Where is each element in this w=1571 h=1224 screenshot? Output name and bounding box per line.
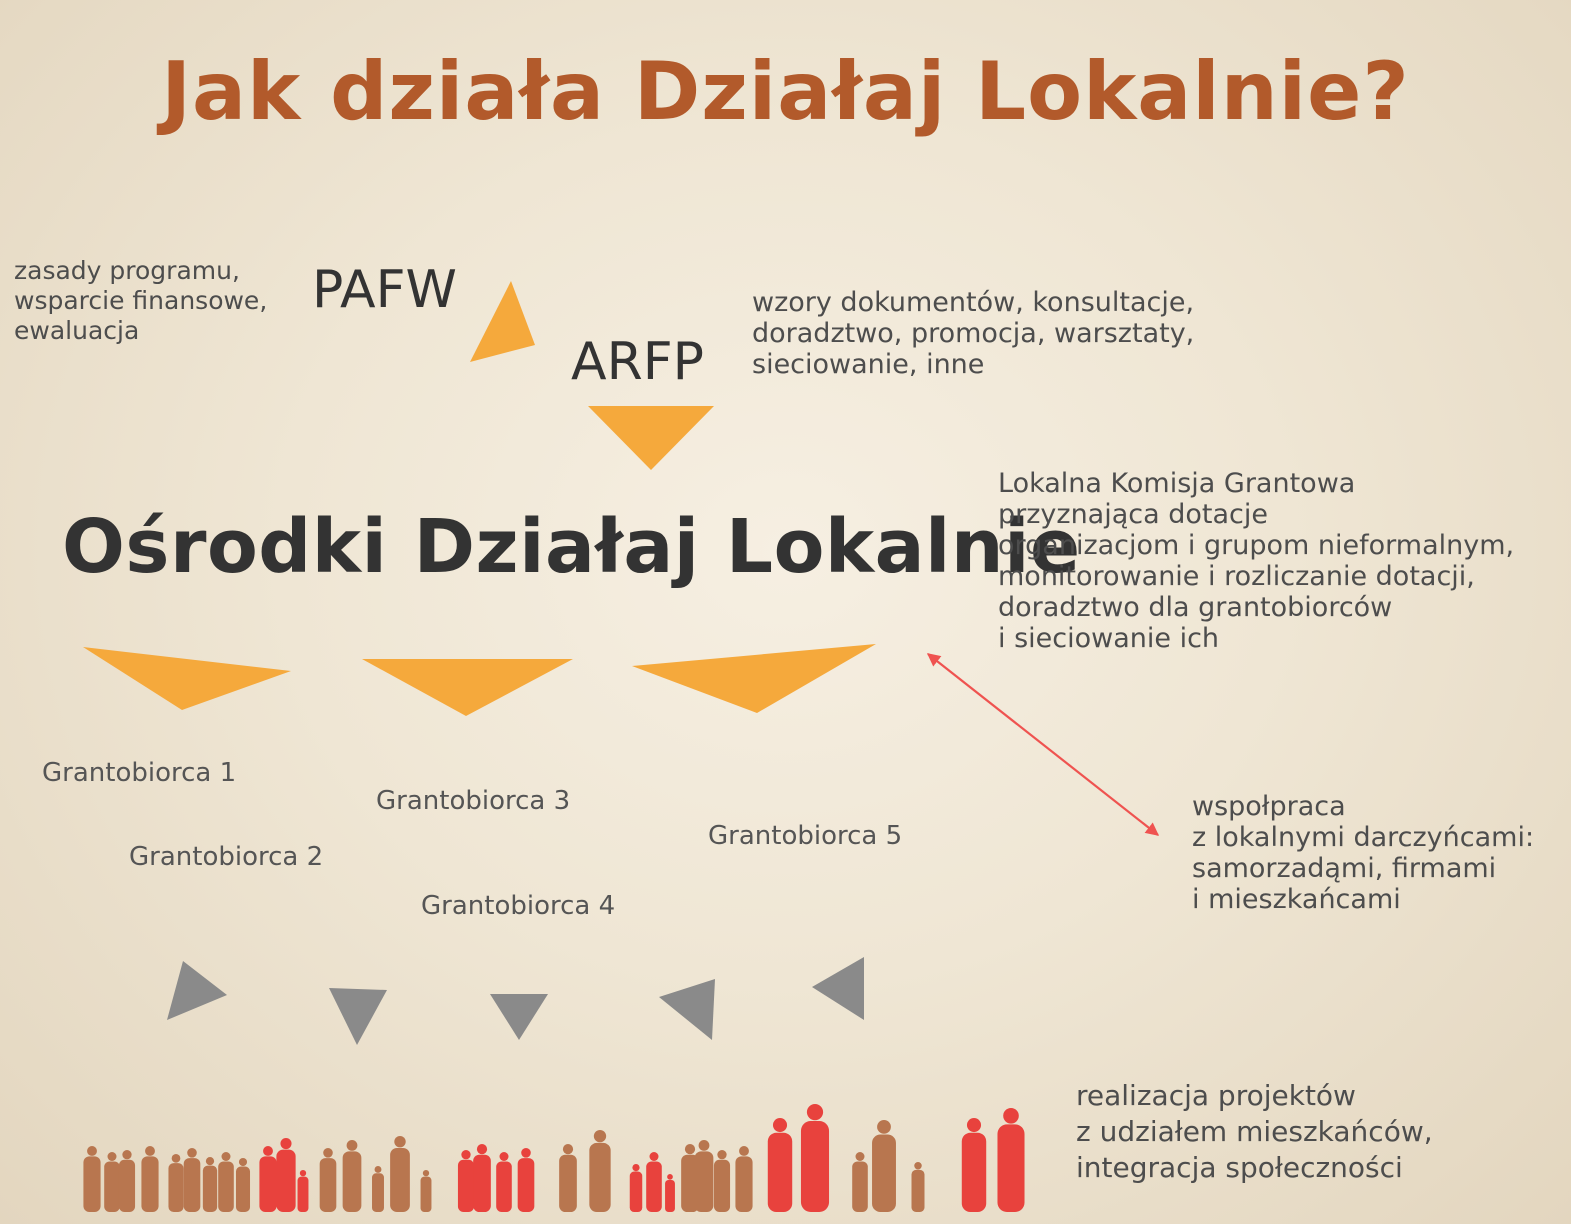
person-head	[239, 1158, 247, 1166]
pafw-description-line: wsparcie finansowe,	[14, 286, 268, 315]
grantee-4: Grantobiorca 4	[421, 891, 616, 921]
grantee-1: Grantobiorca 1	[42, 758, 237, 788]
projects-description-line: integracja społeczności	[1076, 1151, 1403, 1184]
pafw-description-line: zasady programu,	[14, 256, 240, 285]
person-head	[699, 1140, 710, 1151]
person-head	[521, 1148, 531, 1158]
person-body	[912, 1170, 925, 1212]
person-head	[667, 1174, 673, 1180]
person-body	[589, 1143, 610, 1212]
person-body	[496, 1161, 512, 1212]
osrodki-description-line: Lokalna Komisja Grantowa	[998, 468, 1356, 499]
person-body	[372, 1173, 384, 1212]
person-head	[1003, 1108, 1019, 1124]
person-head	[300, 1170, 306, 1176]
pafw-to-arfp-arrow	[470, 281, 535, 362]
person-head	[594, 1130, 606, 1142]
person-head	[280, 1138, 291, 1149]
cooperation-description-line: wspołpraca	[1192, 791, 1346, 822]
person-body	[872, 1134, 896, 1212]
person-head	[461, 1150, 470, 1159]
person-head	[423, 1170, 429, 1176]
person-body	[695, 1151, 714, 1212]
person-body	[236, 1167, 250, 1212]
person-body	[218, 1161, 234, 1212]
person-body	[735, 1156, 752, 1212]
person-body	[141, 1156, 158, 1212]
person-body	[768, 1133, 792, 1212]
person-body	[119, 1160, 135, 1212]
pafw-description	[14, 256, 267, 346]
person-head	[773, 1118, 787, 1132]
gray-arrow-1	[167, 961, 227, 1020]
person-head	[206, 1157, 214, 1165]
person-head	[263, 1146, 273, 1156]
person-body	[276, 1150, 295, 1212]
osrodki-description-line: organizacjom i grupom nieformalnym,	[998, 530, 1515, 561]
cooperation-description	[1192, 791, 1534, 915]
person-body	[801, 1121, 829, 1212]
person-head	[717, 1150, 726, 1159]
person-body	[518, 1158, 535, 1212]
osrodki-description-line: doradztwo dla grantobiorców	[998, 592, 1393, 623]
projects-description-line: z udziałem mieszkańców,	[1076, 1115, 1433, 1148]
cooperation-description-line: i mieszkańcami	[1192, 884, 1401, 915]
projects-description-line: realizacja projektów	[1076, 1079, 1356, 1112]
person-head	[375, 1166, 382, 1173]
person-head	[172, 1154, 181, 1163]
person-body	[630, 1172, 642, 1212]
osrodki-to-grantees-arrow-3	[632, 644, 876, 713]
person-head	[222, 1152, 231, 1161]
osrodki-description-line: monitorowanie i rozliczanie dotacji,	[998, 561, 1475, 592]
person-head	[650, 1152, 659, 1161]
person-head	[914, 1162, 922, 1170]
community-people-silhouettes	[83, 1104, 1024, 1212]
cooperation-double-arrow	[928, 654, 1158, 835]
page-title: Jak działa Działaj Lokalnie?	[161, 45, 1410, 138]
osrodki-description-line: i sieciowanie ich	[998, 623, 1220, 654]
projects-description	[1076, 1078, 1433, 1186]
person-body	[83, 1156, 100, 1212]
person-body	[298, 1177, 309, 1212]
cooperation-description-line: samorzadąmi, firmami	[1192, 853, 1497, 884]
person-body	[390, 1148, 410, 1212]
person-head	[563, 1144, 573, 1154]
gray-arrow-4	[659, 979, 715, 1040]
person-body	[203, 1166, 217, 1212]
pafw-node: PAFW	[312, 260, 457, 320]
person-head	[347, 1140, 358, 1151]
cooperation-description-line: z lokalnymi darczyńcami:	[1192, 822, 1535, 853]
osrodki-node: Ośrodki Działaj Lokalnie	[62, 504, 1081, 590]
grantee-2: Grantobiorca 2	[129, 842, 324, 872]
person-head	[739, 1146, 749, 1156]
arfp-description-line: doradztwo, promocja, warsztaty,	[752, 318, 1195, 349]
person-body	[962, 1133, 986, 1212]
person-head	[122, 1150, 131, 1159]
person-body	[852, 1161, 868, 1212]
pafw-description-line: ewaluacja	[14, 316, 140, 345]
gray-arrow-2	[329, 988, 387, 1045]
person-body	[458, 1160, 474, 1212]
person-head	[967, 1118, 981, 1132]
person-body	[646, 1161, 662, 1212]
osrodki-to-grantees-arrow-2	[362, 659, 573, 716]
person-body	[559, 1155, 577, 1212]
grantee-3: Grantobiorca 3	[376, 786, 571, 816]
osrodki-to-grantees-arrow-1	[83, 647, 291, 710]
person-head	[187, 1148, 197, 1158]
person-body	[104, 1161, 120, 1212]
person-head	[877, 1120, 891, 1134]
person-head	[87, 1146, 97, 1156]
person-body	[421, 1177, 432, 1212]
arfp-to-osrodki-arrow	[588, 406, 714, 470]
arfp-description-line: wzory dokumentów, konsultacje,	[752, 287, 1195, 318]
arfp-description-line: sieciowanie, inne	[752, 349, 985, 380]
person-head	[500, 1152, 509, 1161]
person-body	[320, 1158, 337, 1212]
person-head	[394, 1136, 405, 1147]
person-head	[807, 1104, 823, 1120]
arfp-node: ARFP	[571, 332, 704, 392]
person-body	[665, 1180, 675, 1212]
gray-arrow-5	[812, 957, 864, 1020]
person-head	[685, 1144, 695, 1154]
person-head	[108, 1152, 117, 1161]
arfp-description	[752, 287, 1194, 380]
person-head	[856, 1152, 865, 1161]
person-body	[259, 1156, 276, 1212]
person-body	[168, 1163, 183, 1212]
gray-arrow-3	[490, 994, 548, 1040]
person-head	[632, 1164, 639, 1171]
osrodki-description	[998, 468, 1514, 654]
person-body	[473, 1155, 491, 1212]
person-body	[343, 1151, 362, 1212]
person-head	[477, 1144, 487, 1154]
grantee-5: Grantobiorca 5	[708, 821, 903, 851]
person-body	[997, 1124, 1024, 1212]
person-body	[184, 1158, 201, 1212]
person-head	[145, 1146, 155, 1156]
person-body	[714, 1160, 730, 1212]
person-head	[323, 1148, 333, 1158]
osrodki-description-line: przyznająca dotacje	[998, 499, 1268, 530]
